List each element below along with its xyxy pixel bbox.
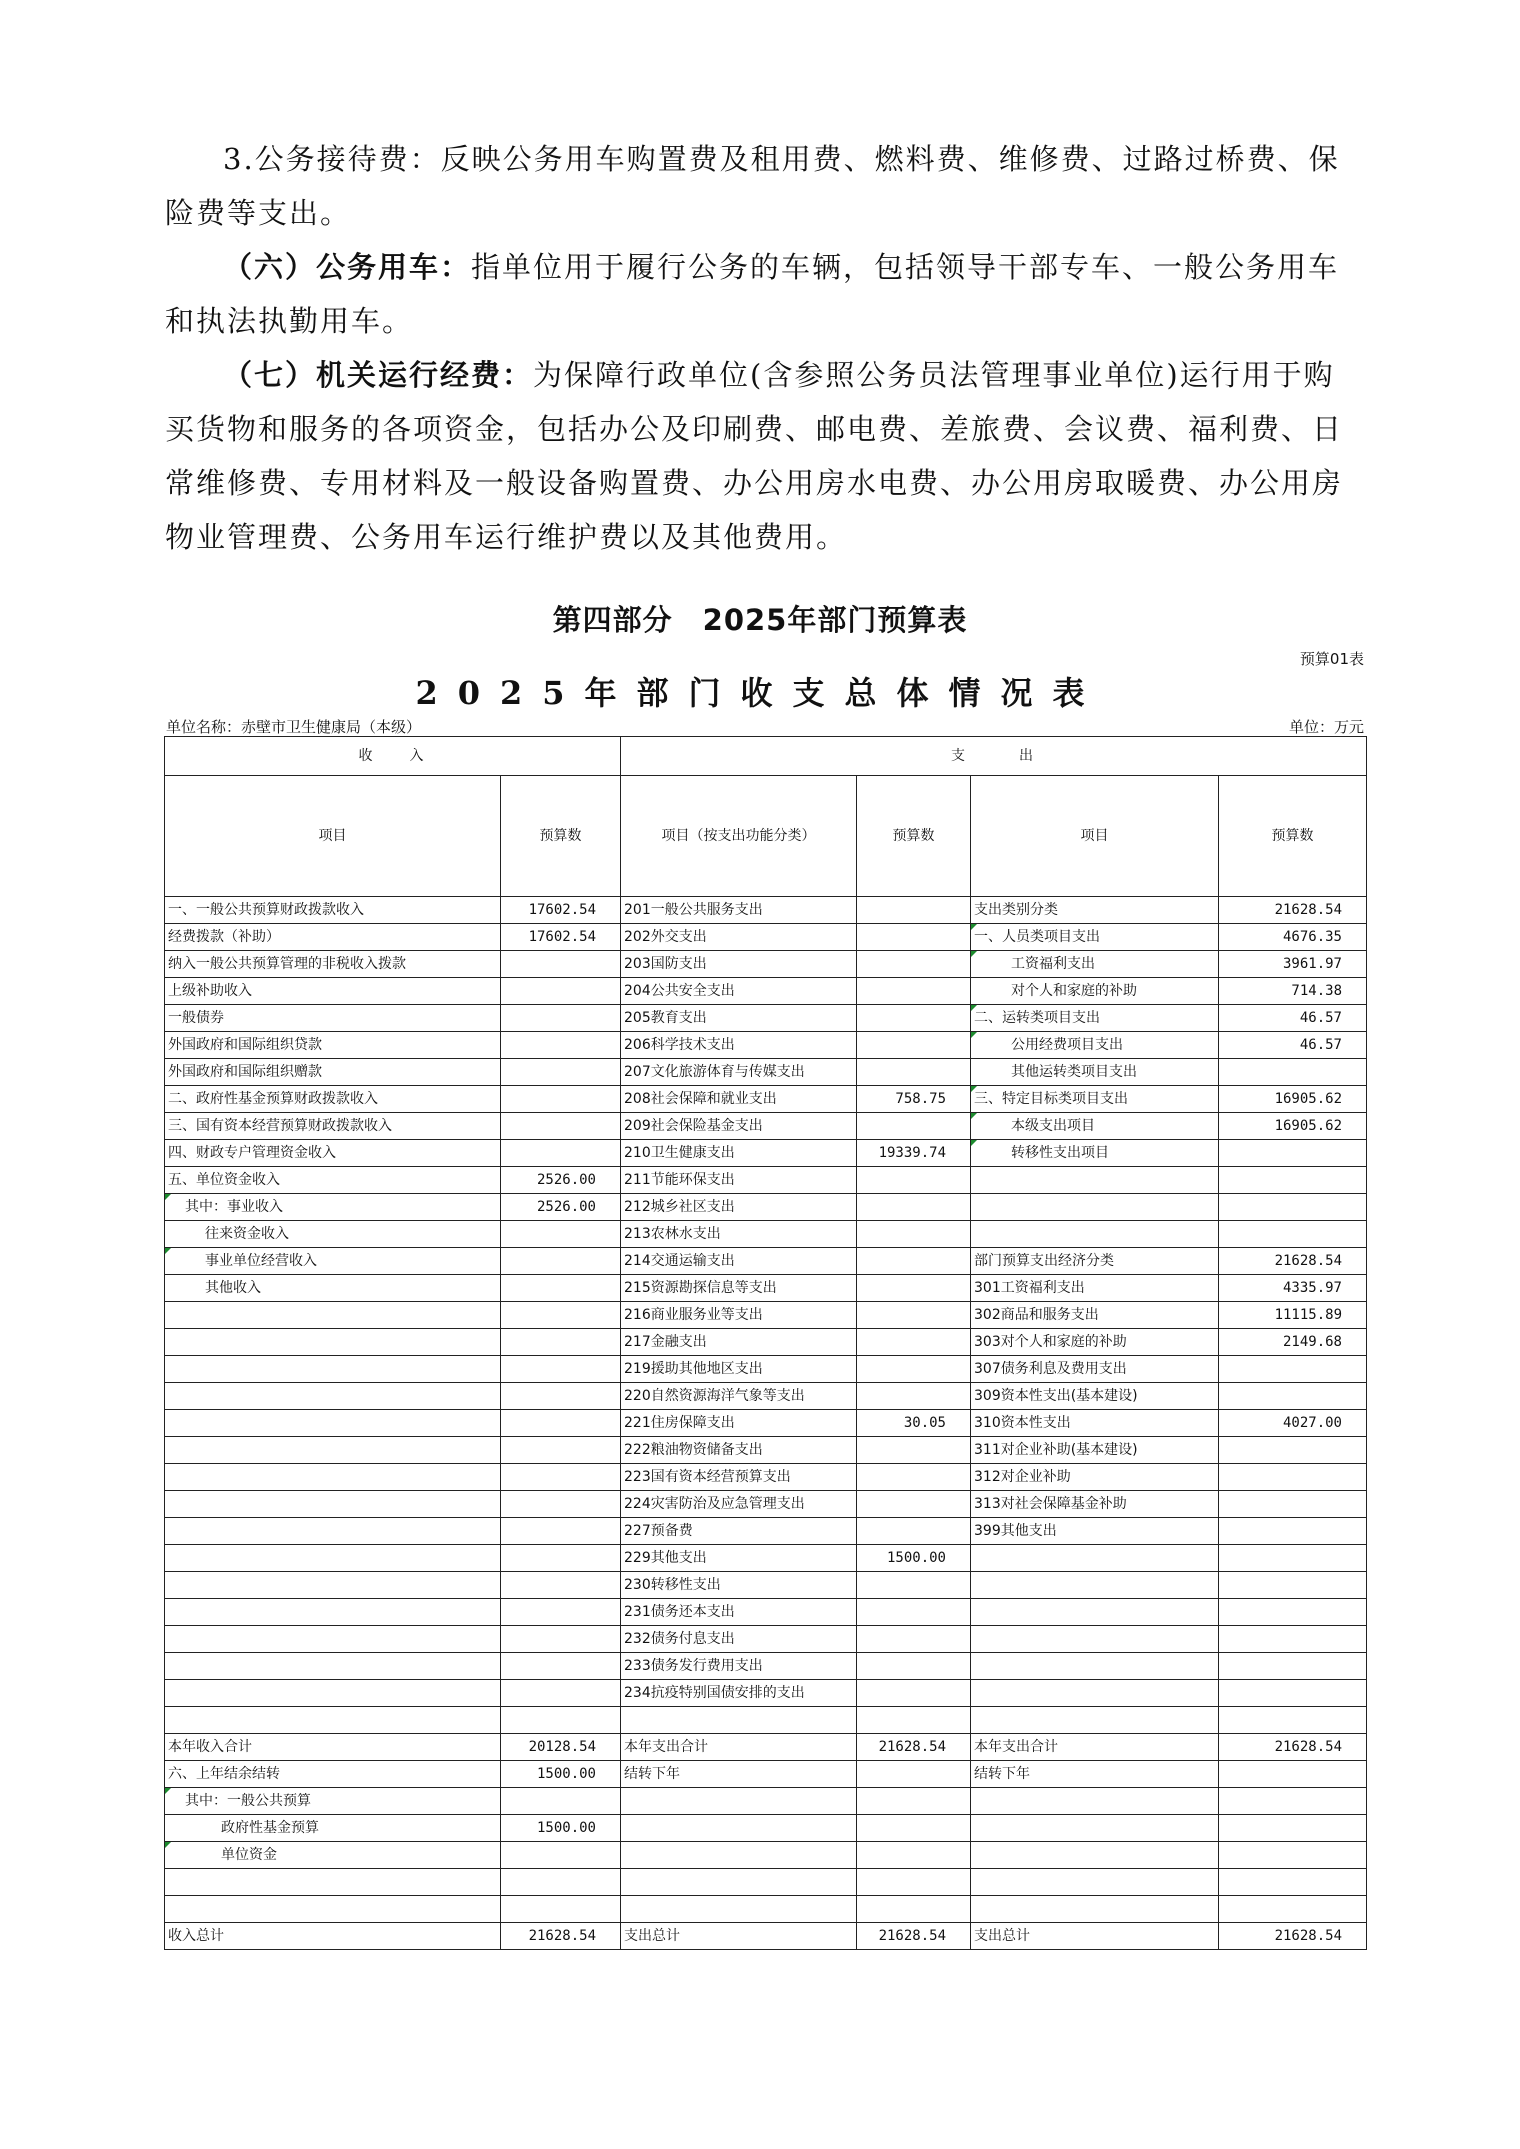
income-item: 三、国有资本经营预算财政拨款收入 bbox=[165, 1113, 501, 1140]
expense-function-amount bbox=[857, 897, 971, 924]
expense-function-amount bbox=[857, 1329, 971, 1356]
expense-function-amount bbox=[857, 1896, 971, 1923]
table-row bbox=[165, 1437, 1367, 1464]
expense-function-amount: 30.05 bbox=[857, 1410, 971, 1437]
expense-function-amount bbox=[857, 1167, 971, 1194]
table-row bbox=[165, 1248, 1367, 1275]
income-item: 事业单位经营收入 bbox=[165, 1248, 501, 1275]
expense-category-amount bbox=[1219, 1464, 1367, 1491]
income-amount bbox=[501, 1410, 621, 1437]
income-amount bbox=[501, 1059, 621, 1086]
expense-category-amount: 46.57 bbox=[1219, 1032, 1367, 1059]
expense-function-amount bbox=[857, 1005, 971, 1032]
expense-category-amount bbox=[1219, 1572, 1367, 1599]
expense-function-amount bbox=[857, 1572, 971, 1599]
income-amount bbox=[501, 1140, 621, 1167]
income-amount bbox=[501, 1653, 621, 1680]
expense-function-amount bbox=[857, 1761, 971, 1788]
expense-function-item: 234抗疫特别国债安排的支出 bbox=[621, 1680, 857, 1707]
expense-function-item: 201一般公共服务支出 bbox=[621, 897, 857, 924]
income-item: 上级补助收入 bbox=[165, 978, 501, 1005]
expense-category-item: 对个人和家庭的补助 bbox=[971, 978, 1219, 1005]
paragraph-lead: （七）机关运行经费： bbox=[223, 358, 534, 392]
expense-function-item: 结转下年 bbox=[621, 1761, 857, 1788]
income-amount bbox=[501, 1788, 621, 1815]
column-header: 项目 bbox=[971, 776, 1219, 897]
expense-function-amount bbox=[857, 1788, 971, 1815]
expense-function-amount bbox=[857, 1491, 971, 1518]
expense-function-amount bbox=[857, 1032, 971, 1059]
paragraph-lead: （六）公务用车： bbox=[223, 250, 472, 284]
expense-category-item: 本年支出合计 bbox=[971, 1734, 1219, 1761]
income-item bbox=[165, 1545, 501, 1572]
expense-category-amount bbox=[1219, 1761, 1367, 1788]
expense-category-item: 部门预算支出经济分类 bbox=[971, 1248, 1219, 1275]
income-amount bbox=[501, 978, 621, 1005]
expense-function-item bbox=[621, 1896, 857, 1923]
table-row bbox=[165, 1680, 1367, 1707]
table-row bbox=[165, 1356, 1367, 1383]
table-code: 预算01表 bbox=[1299, 650, 1364, 668]
expense-category-amount: 3961.97 bbox=[1219, 951, 1367, 978]
income-amount bbox=[501, 1599, 621, 1626]
income-item: 四、财政专户管理资金收入 bbox=[165, 1140, 501, 1167]
expense-category-amount: 46.57 bbox=[1219, 1005, 1367, 1032]
column-header: 项目 bbox=[165, 776, 501, 897]
expense-function-item: 216商业服务业等支出 bbox=[621, 1302, 857, 1329]
expense-category-amount bbox=[1219, 1869, 1367, 1896]
expense-function-amount bbox=[857, 1653, 971, 1680]
header-income: 收 入 bbox=[165, 737, 621, 776]
table-row bbox=[165, 1194, 1367, 1221]
expense-category-amount bbox=[1219, 1059, 1367, 1086]
expense-function-amount bbox=[857, 951, 971, 978]
income-amount bbox=[501, 951, 621, 978]
paragraph-official-vehicle bbox=[165, 240, 1365, 348]
expense-function-item: 支出总计 bbox=[621, 1923, 857, 1950]
expense-function-item: 202外交支出 bbox=[621, 924, 857, 951]
income-amount bbox=[501, 1302, 621, 1329]
income-item: 外国政府和国际组织赠款 bbox=[165, 1059, 501, 1086]
table-row bbox=[165, 924, 1367, 951]
income-amount bbox=[501, 1707, 621, 1734]
expense-category-item: 一、人员类项目支出 bbox=[971, 924, 1219, 951]
expense-category-amount: 16905.62 bbox=[1219, 1113, 1367, 1140]
expense-function-amount bbox=[857, 1680, 971, 1707]
expense-function-item: 211节能环保支出 bbox=[621, 1167, 857, 1194]
income-amount: 20128.54 bbox=[501, 1734, 621, 1761]
expense-function-amount bbox=[857, 1869, 971, 1896]
table-row bbox=[165, 1599, 1367, 1626]
income-amount bbox=[501, 1437, 621, 1464]
expense-function-amount bbox=[857, 1302, 971, 1329]
income-item bbox=[165, 1707, 501, 1734]
income-amount bbox=[501, 1572, 621, 1599]
income-amount bbox=[501, 1221, 621, 1248]
expense-category-amount bbox=[1219, 1842, 1367, 1869]
income-item: 纳入一般公共预算管理的非税收入拨款 bbox=[165, 951, 501, 978]
income-item bbox=[165, 1518, 501, 1545]
expense-category-amount: 4335.97 bbox=[1219, 1275, 1367, 1302]
income-item bbox=[165, 1626, 501, 1653]
income-amount bbox=[501, 1869, 621, 1896]
expense-category-item: 支出总计 bbox=[971, 1923, 1219, 1950]
column-header: 项目（按支出功能分类） bbox=[621, 776, 857, 897]
expense-category-item: 312对企业补助 bbox=[971, 1464, 1219, 1491]
income-amount bbox=[501, 1680, 621, 1707]
table-row bbox=[165, 1923, 1367, 1950]
part-title: 第四部分 2025年部门预算表 bbox=[552, 603, 968, 637]
income-item: 收入总计 bbox=[165, 1923, 501, 1950]
income-amount bbox=[501, 1545, 621, 1572]
table-row bbox=[165, 1761, 1367, 1788]
table-row bbox=[165, 1410, 1367, 1437]
expense-category-amount bbox=[1219, 1653, 1367, 1680]
expense-category-amount bbox=[1219, 1356, 1367, 1383]
expense-category-item bbox=[971, 1707, 1219, 1734]
income-item bbox=[165, 1302, 501, 1329]
expense-category-item bbox=[971, 1167, 1219, 1194]
expense-function-item: 213农林水支出 bbox=[621, 1221, 857, 1248]
expense-function-amount: 758.75 bbox=[857, 1086, 971, 1113]
income-item: 一、一般公共预算财政拨款收入 bbox=[165, 897, 501, 924]
expense-function-item: 230转移性支出 bbox=[621, 1572, 857, 1599]
table-row bbox=[165, 1086, 1367, 1113]
income-item: 其中：一般公共预算 bbox=[165, 1788, 501, 1815]
expense-function-amount bbox=[857, 1842, 971, 1869]
income-item: 往来资金收入 bbox=[165, 1221, 501, 1248]
expense-function-item: 215资源勘探信息等支出 bbox=[621, 1275, 857, 1302]
income-item: 本年收入合计 bbox=[165, 1734, 501, 1761]
income-item: 二、政府性基金预算财政拨款收入 bbox=[165, 1086, 501, 1113]
income-item bbox=[165, 1356, 501, 1383]
paragraph-operating-expenses bbox=[165, 348, 1365, 564]
expense-function-amount bbox=[857, 1275, 971, 1302]
table-row bbox=[165, 1059, 1367, 1086]
expense-category-item bbox=[971, 1680, 1219, 1707]
expense-category-item bbox=[971, 1626, 1219, 1653]
expense-category-amount: 16905.62 bbox=[1219, 1086, 1367, 1113]
expense-category-item: 二、运转类项目支出 bbox=[971, 1005, 1219, 1032]
expense-function-amount bbox=[857, 1599, 971, 1626]
income-amount bbox=[501, 1005, 621, 1032]
table-row bbox=[165, 1788, 1367, 1815]
income-item bbox=[165, 1437, 501, 1464]
expense-category-item: 支出类别分类 bbox=[971, 897, 1219, 924]
expense-function-item: 206科学技术支出 bbox=[621, 1032, 857, 1059]
expense-function-item: 222粮油物资储备支出 bbox=[621, 1437, 857, 1464]
table-row bbox=[165, 1383, 1367, 1410]
expense-function-item: 217金融支出 bbox=[621, 1329, 857, 1356]
expense-category-amount bbox=[1219, 1545, 1367, 1572]
table-row bbox=[165, 1734, 1367, 1761]
paragraph-reception-fee bbox=[165, 132, 1365, 240]
paragraph-text: 3.公务接待费：反映公务用车购置费及租用费、燃料费、维修费、过路过桥费、保险费等支出。 bbox=[165, 142, 1340, 230]
expense-function-item: 214交通运输支出 bbox=[621, 1248, 857, 1275]
income-amount bbox=[501, 1329, 621, 1356]
expense-category-amount bbox=[1219, 1167, 1367, 1194]
expense-category-item bbox=[971, 1842, 1219, 1869]
expense-function-item: 221住房保障支出 bbox=[621, 1410, 857, 1437]
income-item: 外国政府和国际组织贷款 bbox=[165, 1032, 501, 1059]
income-amount bbox=[501, 1896, 621, 1923]
income-amount bbox=[501, 1518, 621, 1545]
column-header: 预算数 bbox=[501, 776, 621, 897]
expense-category-amount bbox=[1219, 1221, 1367, 1248]
expense-category-item bbox=[971, 1194, 1219, 1221]
table-row bbox=[165, 951, 1367, 978]
expense-function-item: 224灾害防治及应急管理支出 bbox=[621, 1491, 857, 1518]
income-amount bbox=[501, 1275, 621, 1302]
income-amount: 1500.00 bbox=[501, 1815, 621, 1842]
expense-category-item: 302商品和服务支出 bbox=[971, 1302, 1219, 1329]
expense-function-item: 232债务付息支出 bbox=[621, 1626, 857, 1653]
income-amount bbox=[501, 1086, 621, 1113]
expense-function-item: 229其他支出 bbox=[621, 1545, 857, 1572]
expense-category-amount bbox=[1219, 1194, 1367, 1221]
income-item bbox=[165, 1410, 501, 1437]
income-item bbox=[165, 1896, 501, 1923]
income-amount: 2526.00 bbox=[501, 1167, 621, 1194]
expense-category-amount bbox=[1219, 1815, 1367, 1842]
income-amount: 1500.00 bbox=[501, 1761, 621, 1788]
table-row bbox=[165, 1896, 1367, 1923]
income-amount bbox=[501, 1491, 621, 1518]
income-item: 政府性基金预算 bbox=[165, 1815, 501, 1842]
income-item bbox=[165, 1653, 501, 1680]
expense-function-item: 223国有资本经营预算支出 bbox=[621, 1464, 857, 1491]
expense-function-item: 208社会保障和就业支出 bbox=[621, 1086, 857, 1113]
expense-function-item bbox=[621, 1707, 857, 1734]
income-item bbox=[165, 1491, 501, 1518]
expense-category-item: 311对企业补助(基本建设) bbox=[971, 1437, 1219, 1464]
expense-function-item bbox=[621, 1788, 857, 1815]
expense-function-amount bbox=[857, 1437, 971, 1464]
expense-function-amount bbox=[857, 1707, 971, 1734]
income-amount bbox=[501, 1248, 621, 1275]
income-amount bbox=[501, 1356, 621, 1383]
table-row bbox=[165, 1626, 1367, 1653]
expense-category-amount bbox=[1219, 1626, 1367, 1653]
expense-category-amount: 21628.54 bbox=[1219, 897, 1367, 924]
table-row bbox=[165, 1005, 1367, 1032]
expense-category-item: 转移性支出项目 bbox=[971, 1140, 1219, 1167]
expense-category-amount bbox=[1219, 1599, 1367, 1626]
expense-function-amount bbox=[857, 1113, 971, 1140]
expense-category-amount bbox=[1219, 1518, 1367, 1545]
table-row bbox=[165, 1653, 1367, 1680]
expense-function-item: 本年支出合计 bbox=[621, 1734, 857, 1761]
expense-function-item: 233债务发行费用支出 bbox=[621, 1653, 857, 1680]
budget-table-body bbox=[165, 737, 1367, 1950]
expense-category-amount: 21628.54 bbox=[1219, 1248, 1367, 1275]
expense-category-amount bbox=[1219, 1383, 1367, 1410]
income-item: 单位资金 bbox=[165, 1842, 501, 1869]
table-row bbox=[165, 897, 1367, 924]
expense-function-amount bbox=[857, 1356, 971, 1383]
expense-function-amount bbox=[857, 924, 971, 951]
table-column-header-row bbox=[165, 776, 1367, 897]
income-item: 五、单位资金收入 bbox=[165, 1167, 501, 1194]
table-row bbox=[165, 1842, 1367, 1869]
expense-function-item: 212城乡社区支出 bbox=[621, 1194, 857, 1221]
expense-category-item bbox=[971, 1572, 1219, 1599]
column-header: 预算数 bbox=[1219, 776, 1367, 897]
table-header-row bbox=[165, 737, 1367, 776]
table-row bbox=[165, 1221, 1367, 1248]
unit-name: 单位名称：赤壁市卫生健康局（本级） bbox=[166, 718, 422, 736]
income-item: 一般债券 bbox=[165, 1005, 501, 1032]
expense-category-amount bbox=[1219, 1707, 1367, 1734]
table-row bbox=[165, 1275, 1367, 1302]
table-row bbox=[165, 1167, 1367, 1194]
expense-function-item: 207文化旅游体育与传媒支出 bbox=[621, 1059, 857, 1086]
income-amount bbox=[501, 1383, 621, 1410]
expense-category-amount: 2149.68 bbox=[1219, 1329, 1367, 1356]
expense-function-item: 209社会保险基金支出 bbox=[621, 1113, 857, 1140]
income-item bbox=[165, 1680, 501, 1707]
expense-category-amount: 4027.00 bbox=[1219, 1410, 1367, 1437]
expense-category-item: 313对社会保障基金补助 bbox=[971, 1491, 1219, 1518]
expense-category-item: 307债务利息及费用支出 bbox=[971, 1356, 1219, 1383]
column-header: 预算数 bbox=[857, 776, 971, 897]
table-row bbox=[165, 978, 1367, 1005]
expense-function-item: 220自然资源海洋气象等支出 bbox=[621, 1383, 857, 1410]
expense-function-item: 205教育支出 bbox=[621, 1005, 857, 1032]
paragraph-text: 为保障行政单位(含参照公务员法管理事业单位)运行用于购买货物和服务的各项资金，包括办公及印刷费、邮电费、差旅费、会议费、福利费、日常维修费、专用材料及一般设备购置费、办公用房水电费、办公用房取暖费、办公用房物业管理费、公务用车运行维护费以及其他费用。 bbox=[165, 358, 1344, 554]
table-row bbox=[165, 1545, 1367, 1572]
table-row bbox=[165, 1302, 1367, 1329]
expense-function-item bbox=[621, 1815, 857, 1842]
expense-function-amount bbox=[857, 1815, 971, 1842]
expense-function-item: 203国防支出 bbox=[621, 951, 857, 978]
expense-category-item bbox=[971, 1545, 1219, 1572]
expense-category-amount bbox=[1219, 1140, 1367, 1167]
expense-category-item: 303对个人和家庭的补助 bbox=[971, 1329, 1219, 1356]
expense-function-amount bbox=[857, 1464, 971, 1491]
expense-function-amount bbox=[857, 1221, 971, 1248]
expense-function-item: 204公共安全支出 bbox=[621, 978, 857, 1005]
income-item: 六、上年结余结转 bbox=[165, 1761, 501, 1788]
table-row bbox=[165, 1869, 1367, 1896]
expense-function-amount: 19339.74 bbox=[857, 1140, 971, 1167]
table-row bbox=[165, 1491, 1367, 1518]
expense-category-item: 309资本性支出(基本建设) bbox=[971, 1383, 1219, 1410]
expense-function-amount bbox=[857, 1518, 971, 1545]
income-amount: 17602.54 bbox=[501, 897, 621, 924]
expense-category-amount bbox=[1219, 1788, 1367, 1815]
table-row bbox=[165, 1113, 1367, 1140]
expense-function-amount bbox=[857, 1383, 971, 1410]
expense-function-amount bbox=[857, 1248, 971, 1275]
expense-category-amount: 4676.35 bbox=[1219, 924, 1367, 951]
expense-category-amount bbox=[1219, 1437, 1367, 1464]
table-row bbox=[165, 1464, 1367, 1491]
expense-category-item: 本级支出项目 bbox=[971, 1113, 1219, 1140]
expense-function-amount: 21628.54 bbox=[857, 1923, 971, 1950]
expense-function-amount: 21628.54 bbox=[857, 1734, 971, 1761]
expense-category-item bbox=[971, 1869, 1219, 1896]
income-amount: 21628.54 bbox=[501, 1923, 621, 1950]
expense-category-amount bbox=[1219, 1896, 1367, 1923]
expense-category-item: 工资福利支出 bbox=[971, 951, 1219, 978]
expense-function-item: 210卫生健康支出 bbox=[621, 1140, 857, 1167]
table-row bbox=[165, 1815, 1367, 1842]
expense-function-amount bbox=[857, 1059, 971, 1086]
table-row bbox=[165, 1518, 1367, 1545]
expense-function-item: 227预备费 bbox=[621, 1518, 857, 1545]
expense-category-amount bbox=[1219, 1680, 1367, 1707]
expense-category-amount: 714.38 bbox=[1219, 978, 1367, 1005]
expense-function-amount bbox=[857, 1626, 971, 1653]
income-item bbox=[165, 1383, 501, 1410]
table-row bbox=[165, 1707, 1367, 1734]
table-row bbox=[165, 1329, 1367, 1356]
expense-category-item bbox=[971, 1221, 1219, 1248]
table-row bbox=[165, 1572, 1367, 1599]
expense-category-item: 399其他支出 bbox=[971, 1518, 1219, 1545]
expense-function-amount bbox=[857, 1194, 971, 1221]
income-item bbox=[165, 1464, 501, 1491]
expense-category-item bbox=[971, 1599, 1219, 1626]
unit-label: 单位：万元 bbox=[1288, 718, 1364, 736]
paragraph-text: 指单位用于履行公务的车辆，包括领导干部专车、一般公务用车和执法执勤用车。 bbox=[165, 250, 1340, 338]
income-amount: 2526.00 bbox=[501, 1194, 621, 1221]
expense-category-item: 310资本性支出 bbox=[971, 1410, 1219, 1437]
expense-function-item: 219援助其他地区支出 bbox=[621, 1356, 857, 1383]
expense-category-item: 公用经费项目支出 bbox=[971, 1032, 1219, 1059]
income-amount bbox=[501, 1032, 621, 1059]
expense-category-item: 其他运转类项目支出 bbox=[971, 1059, 1219, 1086]
income-amount bbox=[501, 1113, 621, 1140]
income-amount: 17602.54 bbox=[501, 924, 621, 951]
income-item bbox=[165, 1599, 501, 1626]
income-item bbox=[165, 1329, 501, 1356]
expense-function-item bbox=[621, 1842, 857, 1869]
income-item bbox=[165, 1869, 501, 1896]
expense-category-amount: 11115.89 bbox=[1219, 1302, 1367, 1329]
expense-category-item bbox=[971, 1653, 1219, 1680]
expense-category-amount: 21628.54 bbox=[1219, 1734, 1367, 1761]
expense-category-item: 301工资福利支出 bbox=[971, 1275, 1219, 1302]
income-amount bbox=[501, 1842, 621, 1869]
table-row bbox=[165, 1140, 1367, 1167]
income-item: 其中：事业收入 bbox=[165, 1194, 501, 1221]
income-amount bbox=[501, 1626, 621, 1653]
expense-category-item bbox=[971, 1788, 1219, 1815]
expense-function-item: 231债务还本支出 bbox=[621, 1599, 857, 1626]
budget-table bbox=[164, 736, 1367, 1950]
income-item: 其他收入 bbox=[165, 1275, 501, 1302]
income-amount bbox=[501, 1464, 621, 1491]
expense-category-item: 结转下年 bbox=[971, 1761, 1219, 1788]
table-title: 2025年部门收支总体情况表 bbox=[415, 674, 1105, 712]
expense-function-amount: 1500.00 bbox=[857, 1545, 971, 1572]
expense-category-item bbox=[971, 1896, 1219, 1923]
expense-category-item: 三、特定目标类项目支出 bbox=[971, 1086, 1219, 1113]
expense-category-amount bbox=[1219, 1491, 1367, 1518]
income-item: 经费拨款（补助） bbox=[165, 924, 501, 951]
expense-category-item bbox=[971, 1815, 1219, 1842]
expense-function-amount bbox=[857, 978, 971, 1005]
table-row bbox=[165, 1032, 1367, 1059]
income-item bbox=[165, 1572, 501, 1599]
expense-function-item bbox=[621, 1869, 857, 1896]
header-expense: 支 出 bbox=[621, 737, 1367, 776]
expense-category-amount: 21628.54 bbox=[1219, 1923, 1367, 1950]
